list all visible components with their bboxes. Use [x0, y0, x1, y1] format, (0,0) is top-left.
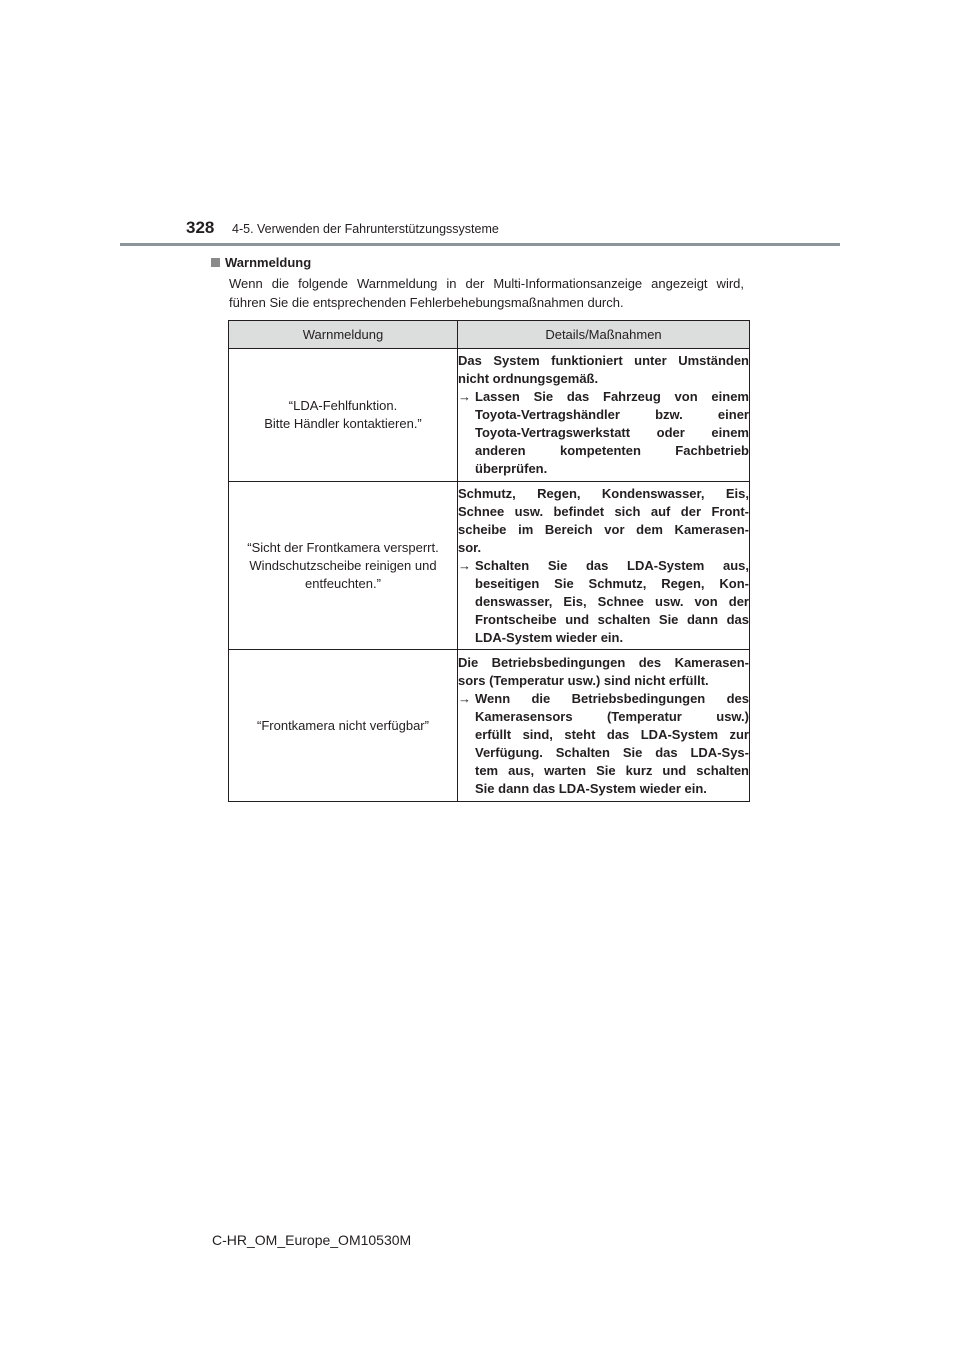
message-line: “LDA-Fehlfunktion. [288, 398, 398, 413]
arrow-icon: → [458, 690, 471, 706]
action-line: Wenn die Betriebsbedingungen des [475, 690, 749, 706]
cause-line: Das System funktioniert unter Umständen [458, 353, 749, 368]
action-line: Frontscheibe und schalten Sie dann das [475, 611, 749, 627]
header-rule [120, 243, 840, 246]
warning-message-cell [229, 482, 458, 650]
message-line: entfeuchten.” [305, 575, 381, 591]
action-line: LDA-System wieder ein. [475, 629, 624, 645]
warning-table [228, 320, 750, 802]
action-line: Sie dann das LDA-System wieder ein. [475, 780, 707, 796]
action-item [458, 557, 749, 647]
action-item [458, 690, 749, 798]
action-line: Kamerasensors (Temperatur usw.) [475, 708, 749, 724]
table-row [229, 482, 750, 650]
action-line: Schalten Sie das LDA-System aus, [475, 557, 749, 573]
table-row [229, 349, 750, 482]
warning-message-cell [229, 650, 458, 802]
action-text [475, 388, 749, 478]
details-cell [458, 349, 750, 482]
action-line: denswasser, Eis, Schnee usw. von der [475, 593, 749, 609]
details-cell [458, 482, 750, 650]
action-item [458, 388, 749, 478]
cause-text [458, 352, 749, 388]
cause-line: scheibe im Bereich vor dem Kamerasen- [458, 521, 749, 537]
cause-line: sors (Temperatur usw.) sind nicht erfüllt. [458, 672, 709, 688]
subheading-text: Warnmeldung [225, 255, 312, 270]
action-line: Lassen Sie das Fahrzeug von einem [475, 389, 749, 404]
table-header-row [229, 321, 750, 349]
action-line: überprüfen. [475, 461, 548, 476]
intro-line: führen Sie die entsprechenden Fehlerbehebungsmaßnahmen durch. [229, 295, 624, 310]
action-text [475, 690, 749, 798]
message-line: “Sicht der Frontkamera versperrt. [247, 539, 439, 555]
cause-line: sor. [458, 539, 482, 555]
action-line: Toyota-Vertragswerkstatt oder einem [475, 425, 749, 440]
cause-line: nicht ordnungsgemäß. [458, 371, 599, 386]
action-line: Verfügung. Schalten Sie das LDA-Sys- [475, 744, 749, 760]
footer-document-id: C-HR_OM_Europe_OM10530M [212, 1232, 412, 1248]
table-row [229, 650, 750, 802]
square-bullet-icon [211, 258, 220, 267]
intro-paragraph [229, 274, 744, 312]
action-line: beseitigen Sie Schmutz, Regen, Kon- [475, 575, 749, 591]
cause-text [458, 485, 749, 557]
section-header: 4-5. Verwenden der Fahrunterstützungssysteme [232, 222, 499, 236]
arrow-icon: → [458, 557, 471, 573]
cause-line: Schmutz, Regen, Kondenswasser, Eis, [458, 485, 749, 501]
message-line: Windschutzscheibe reinigen und [249, 557, 437, 573]
subheading [211, 255, 311, 270]
action-line: tem aus, warten Sie kurz und schalten [475, 762, 749, 778]
action-line: anderen kompetenten Fachbetrieb [475, 443, 749, 458]
action-line: erfüllt sind, steht das LDA-System zur [475, 726, 749, 742]
action-text [475, 557, 749, 647]
column-header-message: Warnmeldung [229, 321, 458, 349]
cause-line: Die Betriebsbedingungen des Kamerasen- [458, 654, 749, 670]
arrow-icon: → [458, 389, 471, 404]
message-line: Bitte Händler kontaktieren.” [264, 416, 422, 431]
intro-line: Wenn die folgende Warnmeldung in der Multi-Informationsanzeige angezeigt wird, [229, 276, 744, 291]
cause-line: Schnee usw. befindet sich auf der Front- [458, 503, 749, 519]
message-line: “Frontkamera nicht verfügbar” [257, 717, 429, 733]
warning-message-cell [229, 349, 458, 482]
page-number: 328 [186, 218, 215, 237]
cause-text [458, 654, 749, 690]
details-cell [458, 650, 750, 802]
column-header-details: Details/Maßnahmen [458, 321, 750, 349]
action-line: Toyota-Vertragshändler bzw. einer [475, 407, 749, 422]
